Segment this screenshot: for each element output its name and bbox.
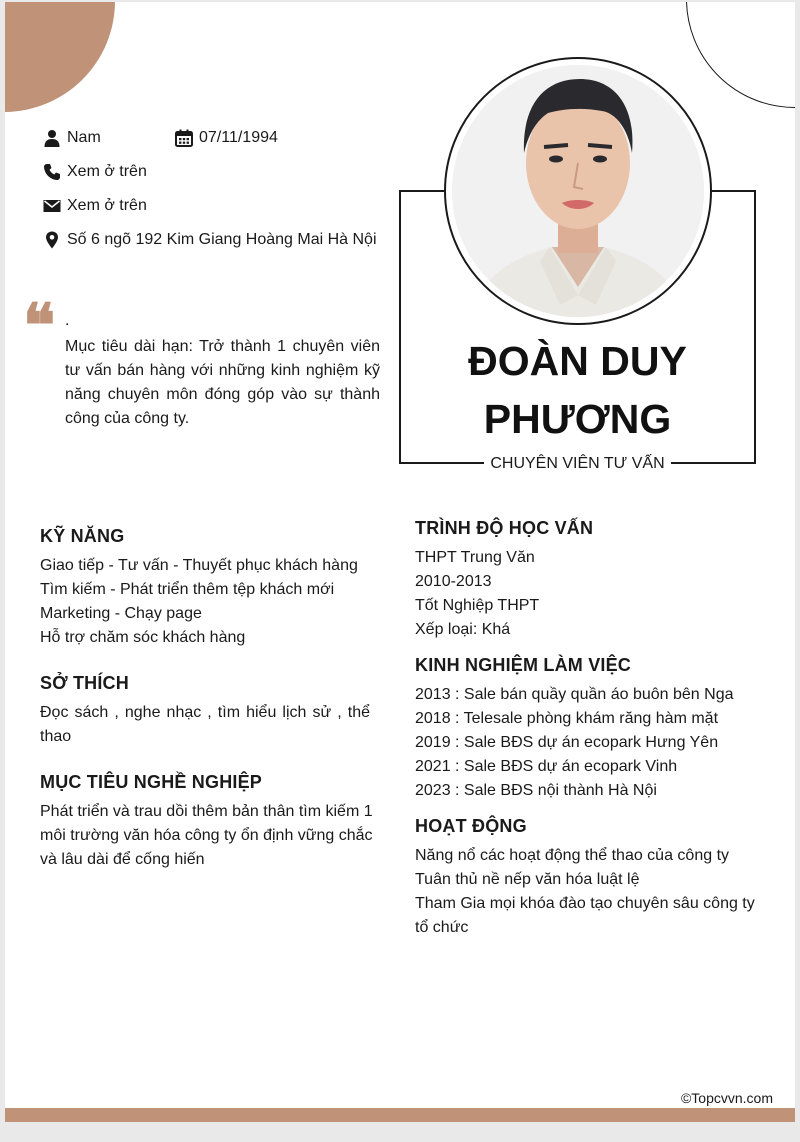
skills-section: [40, 524, 380, 650]
hobbies-section: [40, 671, 370, 749]
education-section: [415, 516, 760, 642]
job-title: [400, 453, 755, 475]
avatar: [452, 65, 704, 317]
experience-heading: KINH NGHIỆM LÀM VIỆC: [415, 655, 632, 675]
name-line-2: PHƯƠNG: [483, 396, 672, 442]
activity-item: Năng nổ các hoạt động thể thao của công ty: [415, 847, 730, 864]
objective-text: Mục tiêu dài hạn: Trở thành 1 chuyên viên tư vấn bán hàng với những kinh nghiệm kỹ năng chuyên môn đóng góp vào sự thành công của công ty.: [65, 338, 380, 427]
job-title-text: CHUYÊN VIÊN TƯ VẤN: [484, 455, 670, 472]
career-goal-section: [40, 770, 382, 872]
hobbies-text: Đọc sách , nghe nhạc , tìm hiểu lịch sử , thể thao: [40, 704, 370, 745]
experience-item: 2023 : Sale BĐS nội thành Hà Nội: [415, 782, 657, 799]
objective-dot: .: [65, 312, 70, 329]
contact-email: [43, 197, 147, 215]
skills-heading: KỸ NĂNG: [40, 526, 125, 546]
copyright-text: ©Topcvvn.com: [680, 1090, 773, 1106]
name-line-1: ĐOÀN DUY: [468, 338, 687, 384]
experience-section: [415, 653, 760, 803]
activity-item: Tuân thủ nề nếp văn hóa luật lệ: [415, 871, 640, 888]
envelope-icon: [43, 197, 61, 215]
decorative-circle-top-left: [5, 2, 115, 112]
contact-gender: [43, 129, 101, 147]
person-icon: [43, 129, 61, 147]
activities-heading: HOẠT ĐỘNG: [415, 816, 527, 836]
full-name: [401, 332, 754, 448]
education-item: Xếp loại: Khá: [415, 621, 511, 638]
phone-value: Xem ở trên: [67, 163, 147, 180]
decorative-circle-top-right: [686, 2, 795, 108]
email-value: Xem ở trên: [67, 197, 147, 214]
birthdate-value: 07/11/1994: [199, 129, 278, 146]
phone-icon: [43, 163, 61, 181]
contact-birthdate: [175, 129, 278, 147]
experience-item: 2013 : Sale bán quầy quần áo buôn bên Nga: [415, 686, 734, 703]
hobbies-heading: SỞ THÍCH: [40, 673, 129, 693]
activity-item: Tham Gia mọi khóa đào tạo chuyên sâu công ty tổ chức: [415, 895, 755, 936]
cv-page: [5, 2, 795, 1122]
skill-item: Giao tiếp - Tư vấn - Thuyết phục khách hàng: [40, 557, 358, 574]
footer-bar: [5, 1108, 795, 1122]
experience-item: 2021 : Sale BĐS dự án ecopark Vinh: [415, 758, 678, 775]
quote-mark-icon: ❝: [23, 291, 56, 361]
gender-value: Nam: [67, 129, 101, 146]
portrait-image: [452, 65, 704, 317]
education-item: 2010-2013: [415, 573, 492, 590]
skill-item: Hỗ trợ chăm sóc khách hàng: [40, 629, 246, 646]
education-item: THPT Trung Văn: [415, 549, 535, 566]
experience-item: 2018 : Telesale phòng khám răng hàm mặt: [415, 710, 719, 727]
skill-item: Tìm kiếm - Phát triển thêm tệp khách mới: [40, 581, 335, 598]
calendar-icon: [175, 129, 193, 147]
address-value: Số 6 ngõ 192 Kim Giang Hoàng Mai Hà Nội: [67, 231, 377, 248]
location-pin-icon: [43, 231, 61, 249]
skill-item: Marketing - Chạy page: [40, 605, 202, 622]
career-goal-heading: MỤC TIÊU NGHỀ NGHIỆP: [40, 772, 263, 792]
education-heading: TRÌNH ĐỘ HỌC VẤN: [415, 518, 594, 538]
contact-phone: [43, 163, 147, 181]
career-goal-text: Phát triển và trau dồi thêm bản thân tìm kiếm 1 môi trường văn hóa công ty ổn định vững chắc và lâu dài để cống hiến: [40, 803, 373, 868]
contact-address: [43, 231, 377, 249]
experience-item: 2019 : Sale BĐS dự án ecopark Hưng Yên: [415, 734, 719, 751]
activities-section: [415, 814, 760, 940]
education-item: Tốt Nghiệp THPT: [415, 597, 540, 614]
